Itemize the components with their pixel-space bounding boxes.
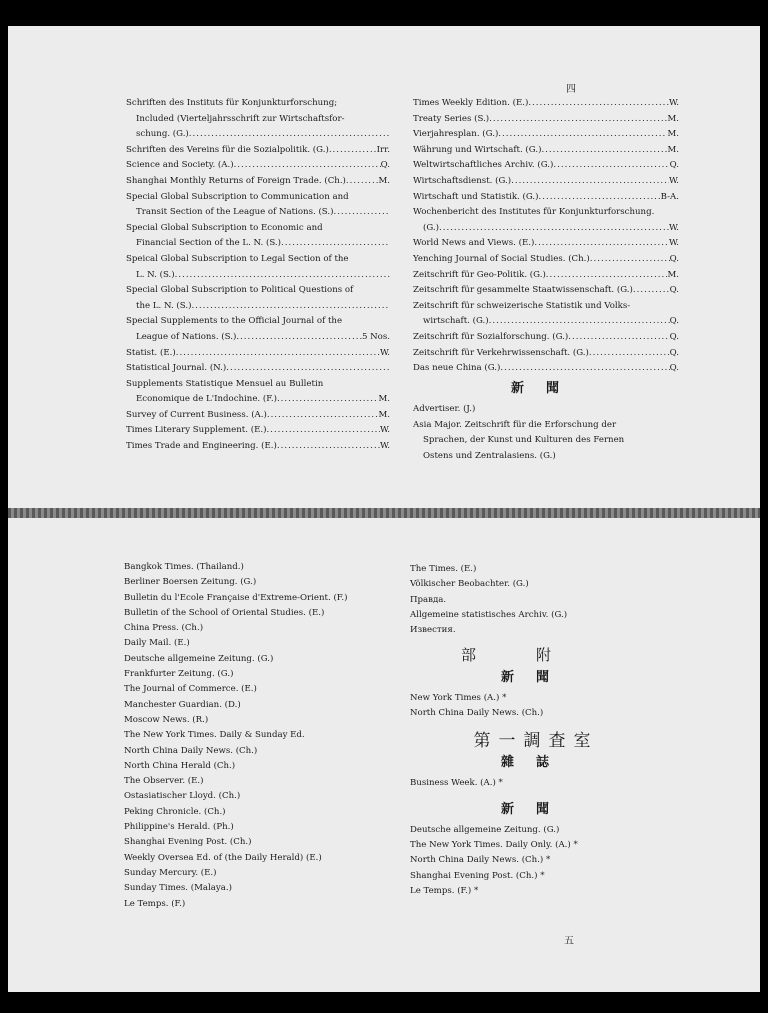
entry-title: Wirtschaft und Statistik. (G.): [413, 191, 539, 202]
leader-dots: [541, 143, 667, 159]
list-item: Moscow News. (R.): [124, 714, 209, 725]
entry-title: Transit Section of the League of Nations. (S.): [136, 207, 334, 218]
frequency-code: W.: [379, 347, 390, 358]
entry-title: Wirtschaftsdienst. (G.): [413, 175, 512, 186]
newspaper-list-2: [410, 823, 662, 899]
frequency-code: M.: [378, 175, 390, 186]
leader-dots: [277, 439, 380, 455]
entry-title: Vierjahresplan. (G.): [413, 129, 499, 140]
list-item: Speical Global Subscription to Legal Section of the: [126, 253, 349, 264]
list-item: Правда.: [410, 594, 447, 605]
list-item: [413, 236, 679, 252]
list-item: North China Herald (Ch.): [124, 760, 236, 771]
list-item: Advertiser. (J.): [413, 404, 476, 415]
list-item: [413, 96, 679, 112]
frequency-code: 5 Nos.: [361, 331, 390, 342]
page-number: 五: [564, 936, 574, 947]
list-item: [126, 236, 390, 252]
leader-dots: [528, 96, 669, 112]
list-item: [413, 252, 679, 268]
entry-title: Schriften des Vereins für die Sozialpolitik. (G.): [126, 144, 329, 155]
list-item: The New York Times. Daily & Sunday Ed.: [124, 730, 305, 741]
frequency-code: M.: [667, 269, 679, 280]
list-item: [126, 174, 390, 190]
list-item: [413, 112, 679, 128]
list-item: Sunday Times. (Malaya.): [124, 883, 232, 894]
list-item: Sprachen, der Kunst und Kulturen des Fernen: [423, 435, 625, 446]
frequency-code: M.: [667, 144, 679, 155]
left-column: [124, 560, 394, 912]
entry-title: Zeitschrift für gesammelte Staatwissenschaft. (G.): [413, 285, 633, 296]
list-item: [126, 408, 390, 424]
list-item: Special Global Subscription to Economic and: [126, 222, 323, 233]
list-item: Philippine's Herald. (Ph.): [124, 822, 234, 833]
leader-dots: [539, 190, 661, 206]
entry-title: Times Trade and Engineering. (E.): [126, 441, 277, 452]
list-item: Le Temps. (F.) *: [410, 886, 479, 897]
frequency-code: M.: [667, 129, 679, 140]
entry-title: Das neue China (G.): [413, 363, 501, 374]
heading-magazines: 雜誌: [500, 754, 571, 770]
list-item: [413, 158, 679, 174]
entry-title: Shanghai Monthly Returns of Foreign Trade. (Ch.): [126, 175, 346, 186]
section-heading-newspapers: 新聞: [510, 380, 581, 396]
leader-dots: [175, 268, 390, 284]
leader-dots: [590, 252, 670, 268]
list-item: [413, 143, 679, 159]
newspaper-list: [413, 402, 679, 464]
heading-fu: 部附: [460, 646, 611, 665]
leader-dots: [589, 346, 670, 362]
list-item: Supplements Statistique Mensuel au Bulletin: [126, 378, 324, 389]
right-column: [413, 96, 679, 465]
frequency-code: M.: [378, 409, 390, 420]
entry-title: Währung und Wirtschaft. (G.): [413, 144, 542, 155]
list-item: [126, 299, 390, 315]
heading-research-office: 第一調査室: [473, 730, 599, 751]
entry-title: Economique de L'Indochine. (F.): [136, 394, 277, 405]
list-item: North China Daily News. (Ch.) *: [410, 855, 551, 866]
list-item: [413, 127, 679, 143]
left-column: [126, 96, 390, 455]
list-item: [126, 439, 390, 455]
frequency-code: Q.: [669, 253, 679, 264]
frequency-code: W.: [668, 238, 679, 249]
leader-dots: [176, 346, 380, 362]
list-item: Völkischer Beobachter. (G.): [410, 579, 529, 590]
list-item: New York Times (A.) *: [410, 693, 507, 704]
leader-dots: [277, 392, 379, 408]
magazine-list: [410, 776, 662, 791]
frequency-code: Q.: [669, 347, 679, 358]
list-item: The New York Times. Daily Only. (A.) *: [410, 840, 578, 851]
entry-title: Yenching Journal of Social Studies. (Ch.): [413, 253, 590, 264]
frequency-code: Q.: [669, 285, 679, 296]
list-item: [413, 330, 679, 346]
list-item: Included (Vierteljahrsschrift zur Wirtschaftsfor-: [136, 113, 345, 124]
list-item: Manchester Guardian. (D.): [124, 699, 241, 710]
leader-dots: [553, 158, 669, 174]
list-item: [126, 143, 390, 159]
leader-dots: [439, 221, 669, 237]
list-item: Peking Chronicle. (Ch.): [124, 806, 226, 817]
heading-newspapers-2: 新聞: [500, 801, 571, 817]
list-item: The Journal of Commerce. (E.): [124, 684, 257, 695]
entry-title: the L. N. (S.): [136, 300, 192, 311]
leader-dots: [568, 330, 669, 346]
frequency-code: Irr.: [376, 144, 390, 155]
frequency-code: W.: [379, 441, 390, 452]
list-item: Le Temps. (F.): [124, 898, 186, 909]
top-page: [8, 26, 760, 510]
heading-newspapers-1: 新聞: [500, 669, 571, 685]
list-item: [413, 268, 679, 284]
list-item: China Press. (Ch.): [124, 623, 204, 634]
leader-dots: [333, 205, 390, 221]
list-item: Ostens und Zentralasiens. (G.): [423, 451, 556, 462]
page-number: 四: [566, 84, 576, 95]
list-item: North China Daily News. (Ch.): [410, 708, 544, 719]
periodical-list: [413, 96, 679, 377]
entry-title: Science and Society. (A.): [126, 160, 234, 171]
frequency-code: Q.: [669, 363, 679, 374]
frequency-code: Q.: [669, 316, 679, 327]
leader-dots: [489, 112, 667, 128]
entry-title: Zeitschrift für Sozialforschung. (G.): [413, 331, 569, 342]
leader-dots: [234, 158, 381, 174]
leader-dots: [346, 174, 379, 190]
list-item: Special Global Subscription to Communication and: [126, 191, 349, 202]
list-item: Bangkok Times. (Thailand.): [124, 562, 244, 572]
entry-title: Statist. (E.): [126, 347, 176, 358]
list-item: Deutsche allgemeine Zeitung. (G.): [124, 653, 274, 664]
list-item: [413, 361, 679, 377]
list-item: [126, 330, 390, 346]
frequency-code: M.: [667, 113, 679, 124]
entry-title: Survey of Current Business. (A.): [126, 409, 267, 420]
leader-dots: [267, 408, 379, 424]
list-item: Wochenbericht des Institutes für Konjunkturforschung.: [413, 207, 655, 218]
entry-title: Zeitschrift für Geo-Politik. (G.): [413, 269, 546, 280]
newspaper-list-top: [410, 562, 662, 638]
list-item: [126, 392, 390, 408]
list-item: The Times. (E.): [410, 564, 477, 574]
entry-title: Times Literary Supplement. (E.): [126, 425, 267, 436]
frequency-code: Q.: [380, 160, 390, 171]
list-item: The Observer. (E.): [124, 776, 204, 787]
list-item: Bulletin of the School of Oriental Studies. (E.): [124, 607, 325, 618]
list-item: [413, 174, 679, 190]
list-item: Shanghai Evening Post. (Ch.): [124, 837, 252, 848]
frequency-code: W.: [379, 425, 390, 436]
frequency-code: Q.: [669, 331, 679, 342]
list-item: Schriften des Instituts für Konjunkturforschung;: [126, 98, 338, 108]
leader-dots: [633, 283, 670, 299]
entry-title: Treaty Series (S.): [413, 113, 490, 124]
leader-dots: [226, 361, 390, 377]
leader-dots: [236, 330, 362, 346]
list-item: Sunday Mercury. (E.): [124, 867, 217, 878]
leader-dots: [189, 127, 390, 143]
list-item: Berliner Boersen Zeitung. (G.): [124, 577, 257, 588]
leader-dots: [546, 268, 668, 284]
frequency-code: W.: [668, 98, 679, 108]
frequency-code: W.: [668, 222, 679, 233]
leader-dots: [534, 236, 669, 252]
list-item: Weekly Oversea Ed. of (the Daily Herald) (E.): [124, 852, 322, 863]
entry-title: Weltwirtschaftliches Archiv. (G.): [413, 160, 554, 171]
leader-dots: [498, 127, 667, 143]
list-item: Allgemeine statistisches Archiv. (G.): [410, 609, 568, 620]
list-item: [126, 127, 390, 143]
leader-dots: [329, 143, 377, 159]
list-item: [126, 423, 390, 439]
entry-title: Times Weekly Edition. (E.): [413, 98, 529, 108]
list-item: [413, 314, 679, 330]
leader-dots: [266, 423, 380, 439]
entry-title: wirtschaft. (G.): [423, 316, 489, 327]
leader-dots: [511, 174, 669, 190]
list-item: Shanghai Evening Post. (Ch.) *: [410, 870, 545, 881]
entry-title: Zeitschrift für Verkehrwissenschaft. (G.): [413, 347, 589, 358]
right-column: [410, 562, 662, 899]
list-item: Bulletin du l'Ecole Française d'Extreme-Orient. (F.): [124, 592, 348, 603]
entry-title: (G.): [423, 222, 439, 233]
entry-title: Statistical Journal. (N.): [126, 363, 227, 374]
list-item: [413, 190, 679, 206]
list-item: Frankfurter Zeitung. (G.): [124, 669, 234, 680]
entry-title: Financial Section of the L. N. (S.): [136, 238, 282, 249]
entry-title: schung. (G.): [136, 129, 189, 140]
list-item: Business Week. (A.) *: [410, 778, 503, 789]
list-item: Известия.: [410, 625, 456, 636]
entry-title: L. N. (S.): [136, 269, 175, 280]
entry-title: League of Nations. (S.): [136, 331, 237, 342]
list-item: [126, 346, 390, 362]
list-item: [413, 346, 679, 362]
leader-dots: [191, 299, 390, 315]
list-item: Ostasiatischer Lloyd. (Ch.): [124, 791, 241, 802]
list-item: [126, 205, 390, 221]
list-item: North China Daily News. (Ch.): [124, 745, 258, 756]
list-item: Daily Mail. (E.): [124, 638, 190, 649]
list-item: Special Supplements to the Official Journal of the: [126, 316, 343, 327]
leader-dots: [489, 314, 670, 330]
leader-dots: [500, 361, 669, 377]
list-item: [126, 268, 390, 284]
list-item: [413, 283, 679, 299]
list-item: Zeitschrift für schweizerische Statistik und Volks-: [413, 300, 631, 311]
list-item: [126, 361, 390, 377]
newspaper-list-1: [410, 691, 662, 722]
list-item: Special Global Subscription to Political Questions of: [126, 285, 354, 296]
bottom-page: [8, 518, 760, 992]
frequency-code: B-A.: [660, 191, 679, 202]
frequency-code: W.: [668, 175, 679, 186]
frequency-code: Q.: [669, 160, 679, 171]
list-item: [413, 221, 679, 237]
list-item: Deutsche allgemeine Zeitung. (G.): [410, 824, 560, 835]
list-item: Asia Major. Zeitschrift für die Erforschung der: [413, 419, 617, 430]
list-item: [126, 158, 390, 174]
entry-title: World News and Views. (E.): [413, 238, 535, 249]
frequency-code: M.: [378, 394, 390, 405]
leader-dots: [281, 236, 390, 252]
